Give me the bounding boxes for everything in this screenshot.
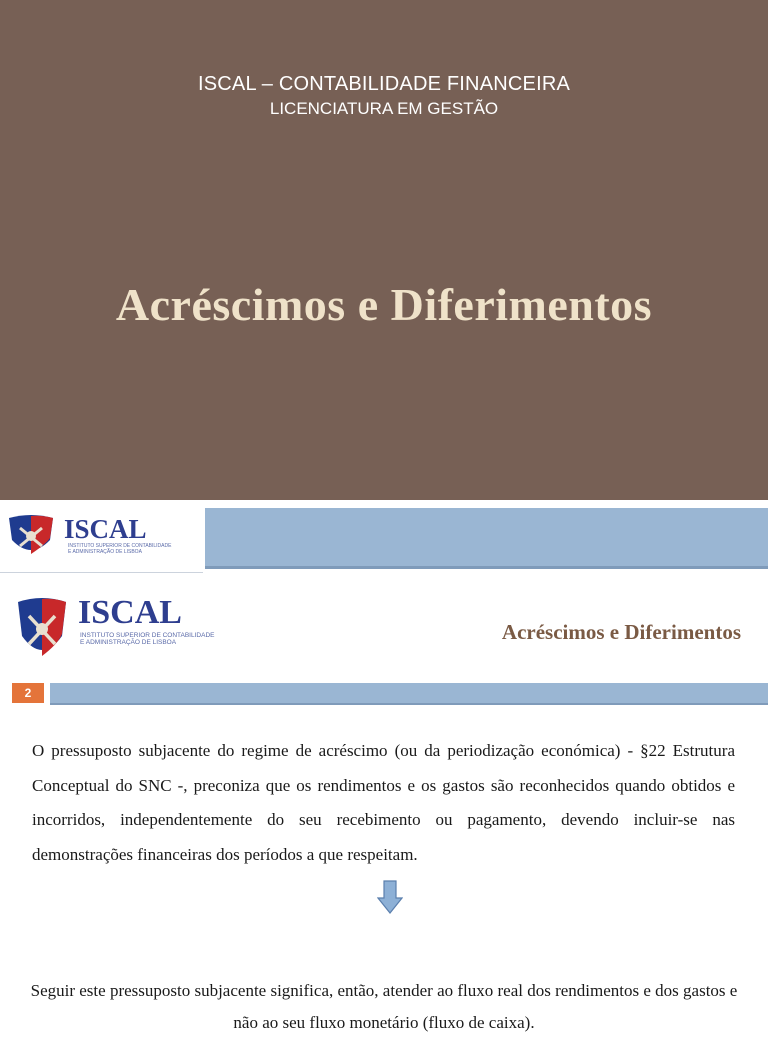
logo-subtitle-line2: E ADMINISTRAÇÃO DE LISBOA [80,639,177,647]
arrow-down-icon [377,880,403,914]
slide-title: Acréscimos e Diferimentos [115,279,653,330]
page-bar [50,683,768,705]
logo-name: ISCAL [78,594,182,631]
logo-subtitle [80,632,214,647]
page-number-badge: 2 [12,683,44,703]
iscal-shield-icon [6,514,56,558]
logo-subtitle [68,544,171,556]
logo-subtitle-line2: E ADMINISTRAÇÃO DE LISBOA [68,548,142,555]
conclusion-paragraph: Seguir este pressuposto subjacente significa, então, atender ao fluxo real dos rendimentos e dos gastos e não ao seu fluxo monetário (fluxo de caixa). [30,981,738,1032]
logo-name: ISCAL [64,514,147,544]
logo-subtitle-line1: INSTITUTO SUPERIOR DE CONTABILIDADE [68,543,172,549]
course-title: ISCAL – CONTABILIDADE FINANCEIRA [197,73,571,95]
logo-subtitle-line1: INSTITUTO SUPERIOR DE CONTABILIDADE [80,632,215,639]
body-paragraph: O pressuposto subjacente do regime de acréscimo (ou da periodização económica) - §22 Estrutura Conceptual do SNC -, preconiza que os rendimentos e os gastos são reconhecidos quando obtidos e incorridos, independentemente do seu recebimento ou pagamento, devendo incluir-se nas demonstrações financeiras dos períodos a que respeitam. [32,741,735,864]
header-band [205,508,768,569]
content-slide-title: Acréscimos e Diferimentos [501,620,741,644]
iscal-logo-large [10,586,215,672]
iscal-logo-small [0,506,203,573]
title-slide [0,0,768,500]
iscal-shield-icon [14,596,70,662]
program-title: LICENCIATURA EM GESTÃO [269,99,499,118]
